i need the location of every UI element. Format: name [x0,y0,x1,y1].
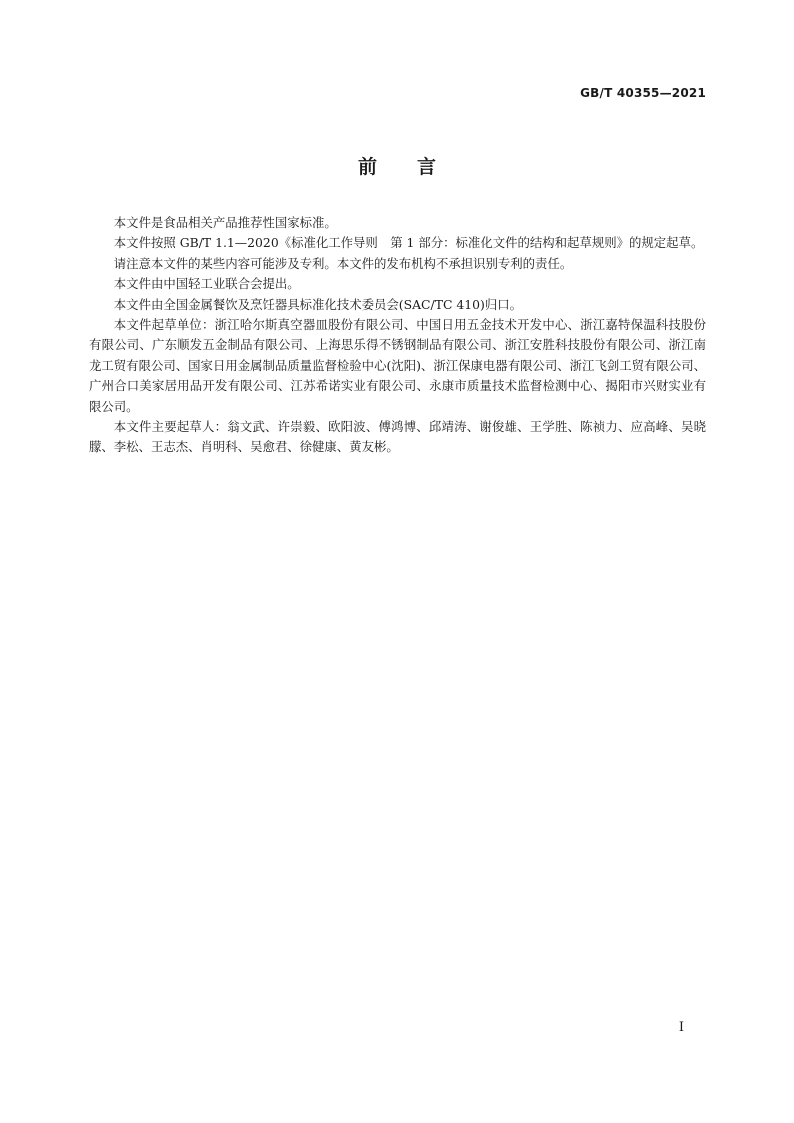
paragraph: 本文件是食品相关产品推荐性国家标准。 [113,215,337,230]
paragraph: 本文件按照 GB/T 1.1—2020《标准化工作导则 第 1 部分：标准化文件的结构和起草规则》的规定起草。 [113,235,704,251]
paragraph: 本文件主要起草人：翁文武、许崇毅、欧阳波、傅鸿博、邱靖涛、谢俊雄、王学胜、陈祯力、应高峰、吴晓朦、李松、王志杰、肖明科、吴愈君、徐健康、黄友彬。 [89,419,706,455]
paragraph: 请注意本文件的某些内容可能涉及专利。本文件的发布机构不承担识别专利的责任。 [113,255,573,271]
document-code: GB/T 40355—2021 [580,86,706,100]
paragraph: 本文件由全国金属餐饮及烹饪器具标准化技术委员会(SAC/TC 410)归口。 [113,296,523,312]
paragraph: 本文件起草单位：浙江哈尔斯真空器皿股份有限公司、中国日用五金技术开发中心、浙江嘉特保温科技股份有限公司、广东顺发五金制品有限公司、上海思乐得不锈钢制品有限公司、浙江安胜科技股份有限公司、浙江南龙工贸有限公司、国家日用金属制品质量监督检验中心(沈阳)、浙江保康电器有限公司、浙江飞剑工贸有限公司、广州合口美家居用品开发有限公司、江苏希诺实业有限公司、永康市质量技术监督检测中心、揭阳市兴财实业有限公司。 [89,317,706,414]
page-title: 前言 [357,156,476,178]
document-body [89,213,706,458]
page-number: I [678,1020,684,1035]
paragraph: 本文件由中国轻工业联合会提出。 [113,276,300,292]
